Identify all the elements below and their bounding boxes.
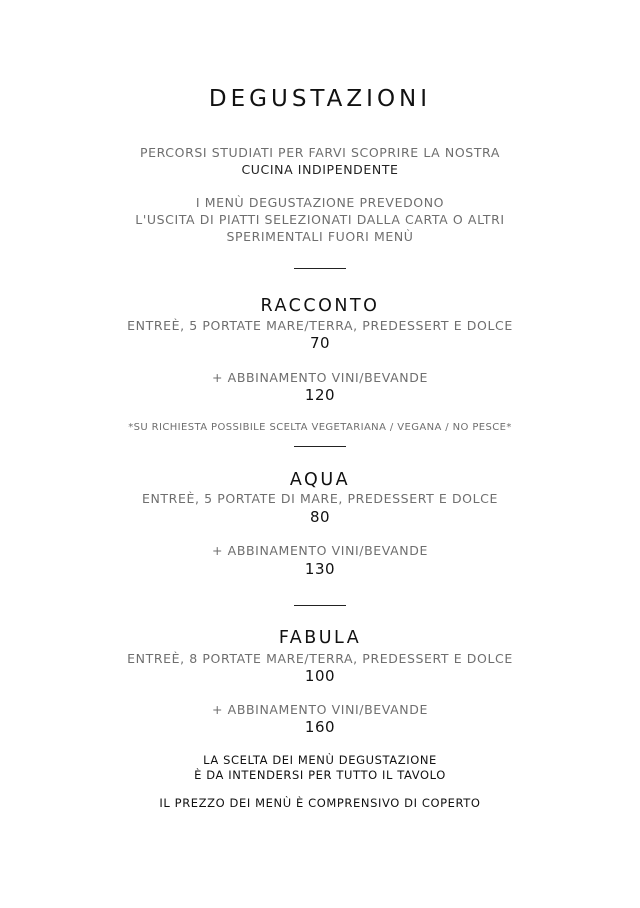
section-divider	[294, 268, 346, 269]
section-divider	[294, 605, 346, 606]
intro-line-2: CUCINA INDIPENDENTE	[241, 162, 399, 177]
intro-line-5: SPERIMENTALI FUORI MENÙ	[226, 229, 414, 244]
menu-aqua-pairing-price: 130	[304, 560, 336, 578]
menu-aqua-name: AQUA	[289, 470, 351, 490]
menu-fabula-price: 100	[304, 667, 336, 685]
menu-fabula-pairing-price: 160	[304, 718, 336, 736]
menu-racconto-price: 70	[309, 334, 331, 352]
footer-line-2: È DA INTENDERSI PER TUTTO IL TAVOLO	[194, 768, 446, 782]
section-divider	[294, 446, 346, 447]
menu-racconto-description: ENTREÈ, 5 PORTATE MARE/TERRA, PREDESSERT E DOLCE	[127, 318, 513, 333]
menu-aqua-description: ENTREÈ, 5 PORTATE DI MARE, PREDESSERT E DOLCE	[141, 491, 499, 506]
intro-line-1: PERCORSI STUDIATI PER FARVI SCOPRIRE LA NOSTRA	[140, 145, 500, 160]
menu-racconto-pairing-price: 120	[304, 386, 336, 404]
menu-racconto-pairing-label: + ABBINAMENTO VINI/BEVANDE	[212, 370, 428, 385]
footer-line-3: IL PREZZO DEI MENÙ È COMPRENSIVO DI COPERTO	[159, 796, 481, 810]
menu-aqua-price: 80	[309, 508, 331, 526]
menu-fabula-description: ENTREÈ, 8 PORTATE MARE/TERRA, PREDESSERT E DOLCE	[127, 651, 513, 666]
menu-aqua-pairing-label: + ABBINAMENTO VINI/BEVANDE	[212, 543, 428, 558]
page-title: DEGUSTAZIONI	[208, 86, 432, 112]
menu-fabula-name: FABULA	[278, 628, 362, 648]
footer-line-1: LA SCELTA DEI MENÙ DEGUSTAZIONE	[203, 753, 437, 767]
menu-racconto-name: RACCONTO	[260, 296, 380, 316]
menu-fabula-pairing-label: + ABBINAMENTO VINI/BEVANDE	[212, 702, 428, 717]
intro-line-4: L'USCITA DI PIATTI SELEZIONATI DALLA CARTA O ALTRI	[135, 212, 505, 227]
menu-racconto-note: *SU RICHIESTA POSSIBILE SCELTA VEGETARIANA / VEGANA / NO PESCE*	[128, 422, 512, 433]
intro-line-3: I MENÙ DEGUSTAZIONE PREVEDONO	[195, 195, 445, 210]
